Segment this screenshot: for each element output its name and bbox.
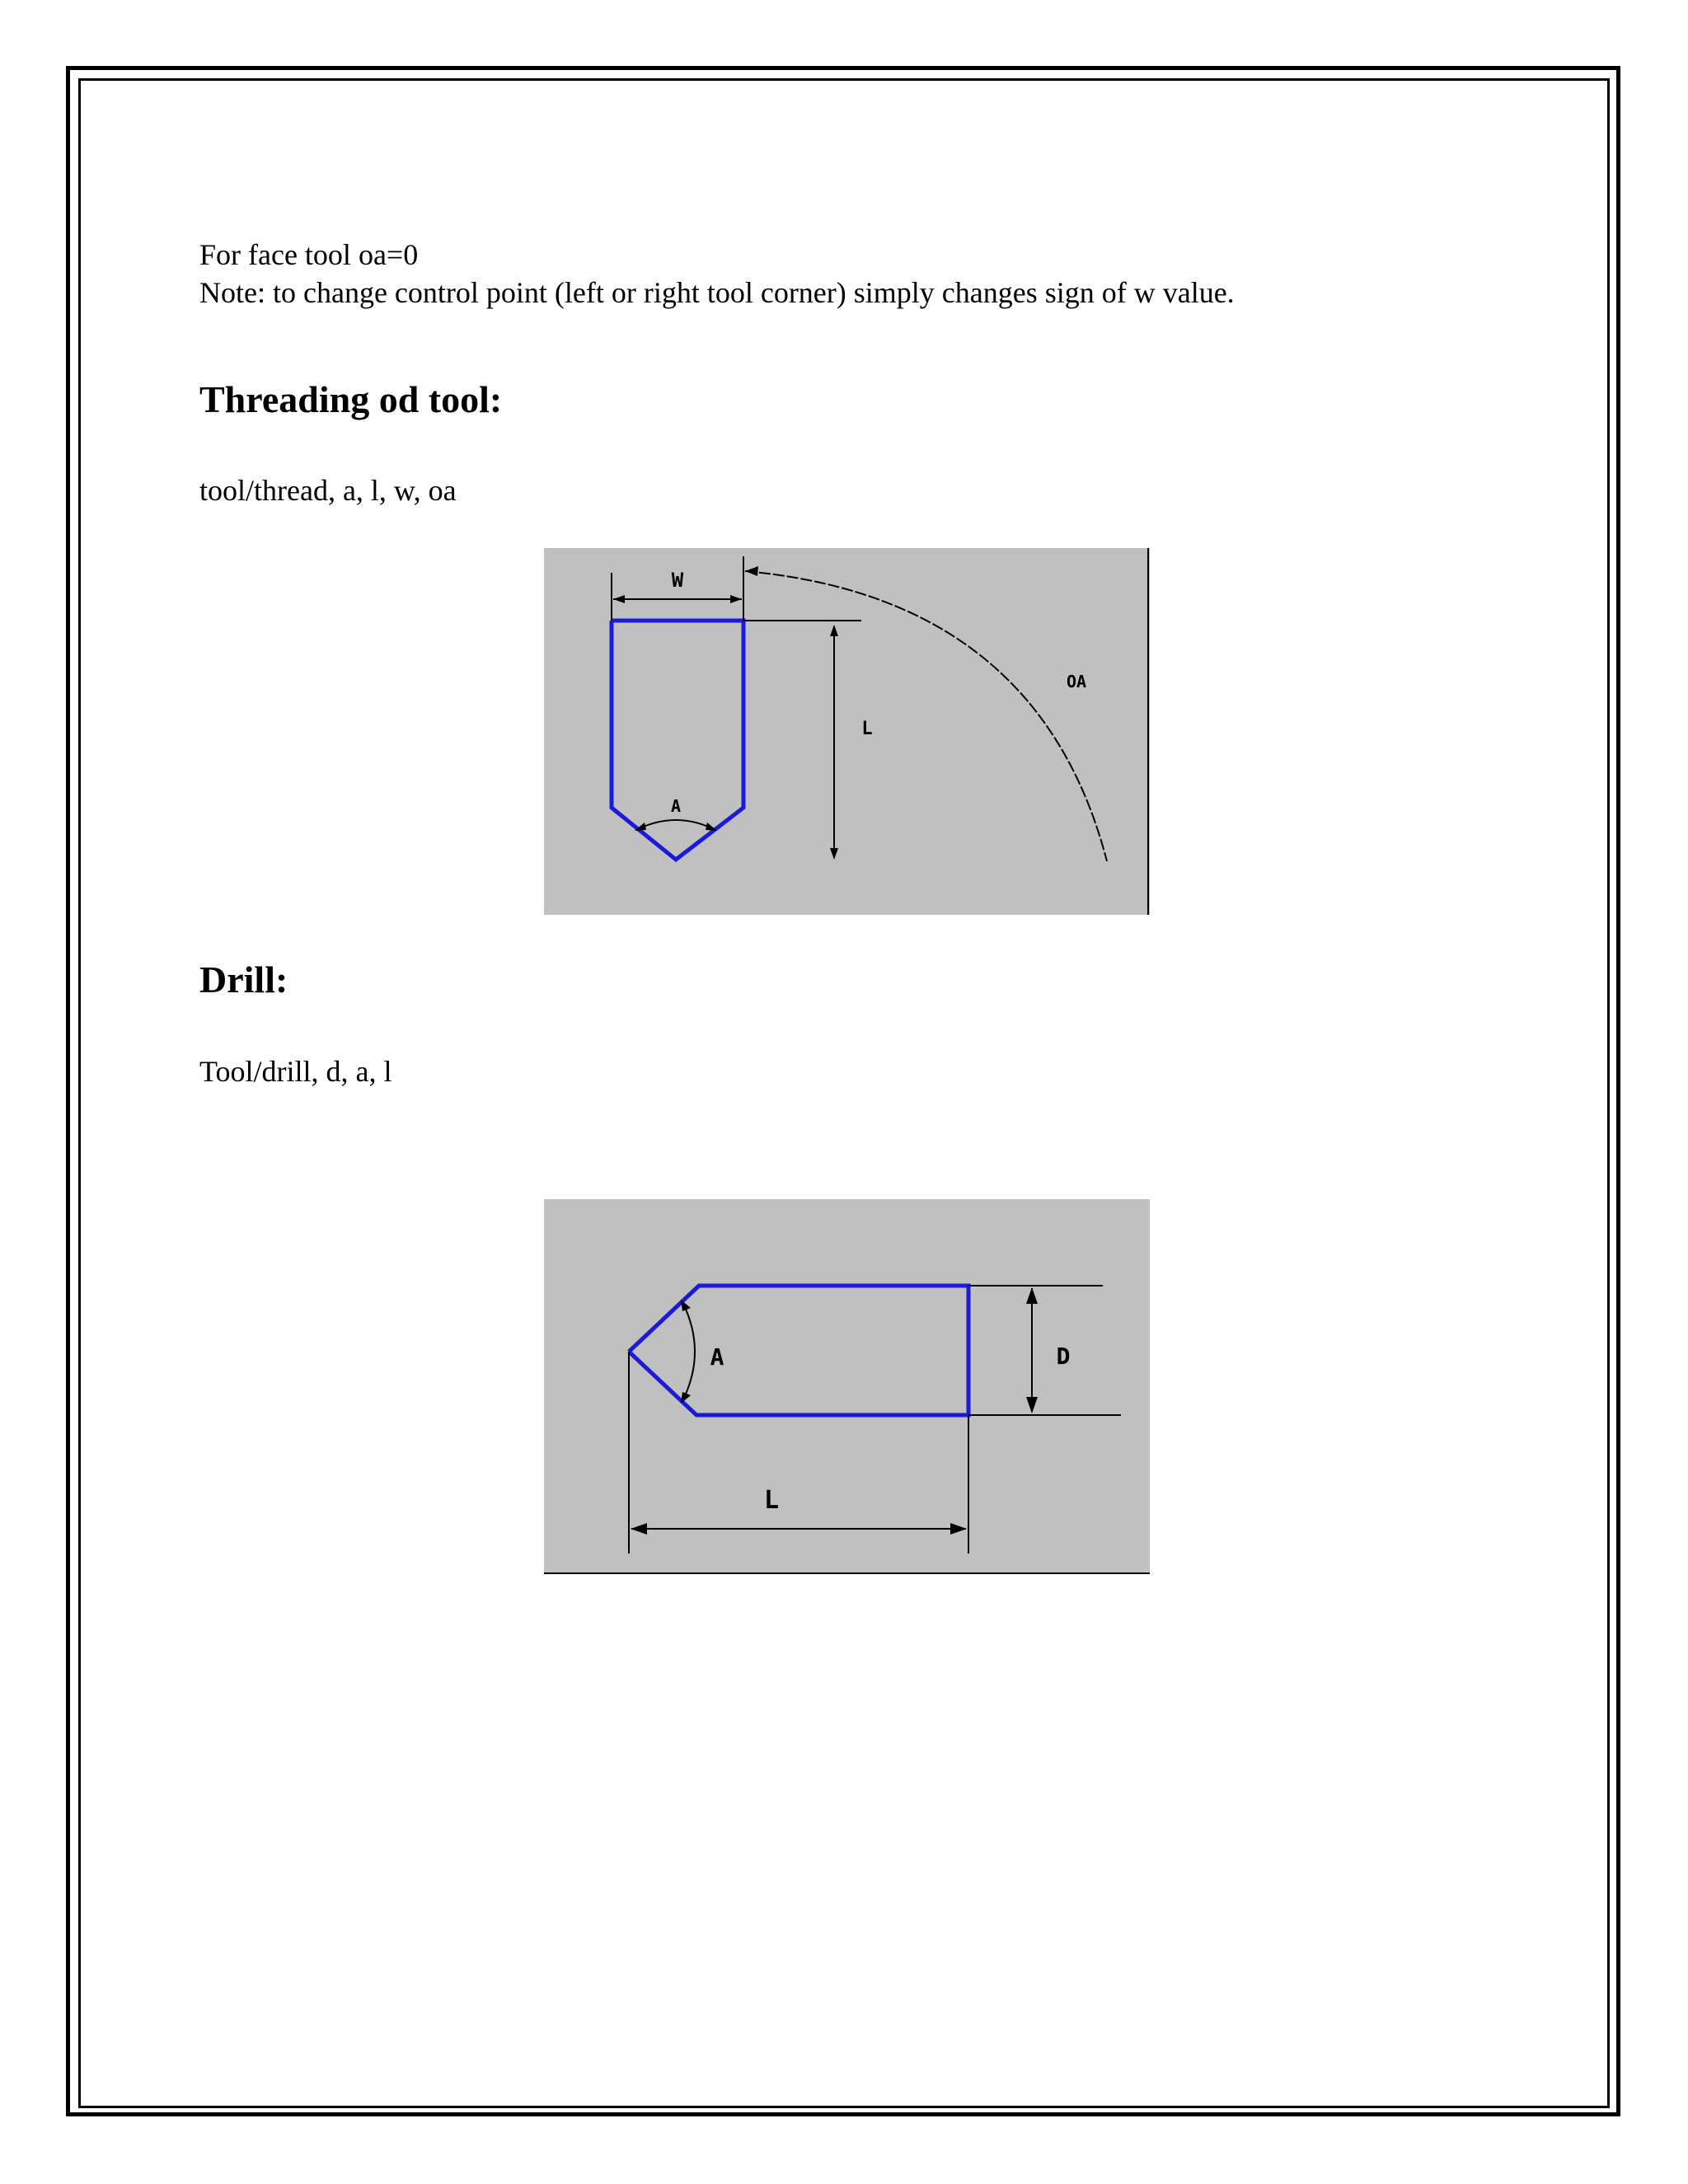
a-angle-arc — [682, 1302, 695, 1401]
drill-heading: Drill: — [199, 958, 288, 1001]
control-point-note: Note: to change control point (left or right tool corner) simply changes sign of w value. — [199, 276, 1235, 309]
l-arrow-top — [830, 625, 838, 636]
l-label: L — [763, 1486, 780, 1515]
l-label: L — [861, 719, 873, 739]
drill-tool-figure — [544, 1199, 1150, 1574]
l-arrow-right — [950, 1523, 967, 1535]
a-arrow-right — [706, 823, 717, 831]
a-arrow-top — [681, 1300, 691, 1311]
oa-arc — [745, 571, 1107, 861]
d-arrow-bottom — [1026, 1397, 1038, 1413]
d-arrow-top — [1026, 1287, 1038, 1304]
drill-tool-diagram — [544, 1199, 1150, 1574]
a-arrow-bottom — [681, 1392, 691, 1404]
threading-syntax: tool/thread, a, l, w, oa — [199, 474, 457, 507]
drill-syntax: Tool/drill, d, a, l — [199, 1055, 392, 1088]
drill-outline — [629, 1286, 968, 1415]
w-label: W — [671, 569, 684, 592]
threading-tool-diagram — [544, 548, 1150, 915]
a-angle-arc — [636, 820, 715, 830]
w-arrow-right — [730, 595, 742, 603]
a-label: A — [710, 1343, 724, 1371]
oa-arrow — [745, 566, 758, 576]
d-label: D — [1056, 1343, 1071, 1370]
threading-tool-figure — [544, 548, 1150, 915]
l-arrow-bottom — [830, 848, 838, 860]
face-tool-note: For face tool oa=0 — [199, 238, 419, 271]
thread-tool-outline — [612, 621, 743, 860]
a-label: A — [670, 796, 682, 816]
oa-label: OA — [1066, 672, 1087, 691]
l-arrow-left — [631, 1523, 647, 1535]
w-arrow-left — [613, 595, 625, 603]
threading-heading: Threading od tool: — [199, 378, 503, 420]
